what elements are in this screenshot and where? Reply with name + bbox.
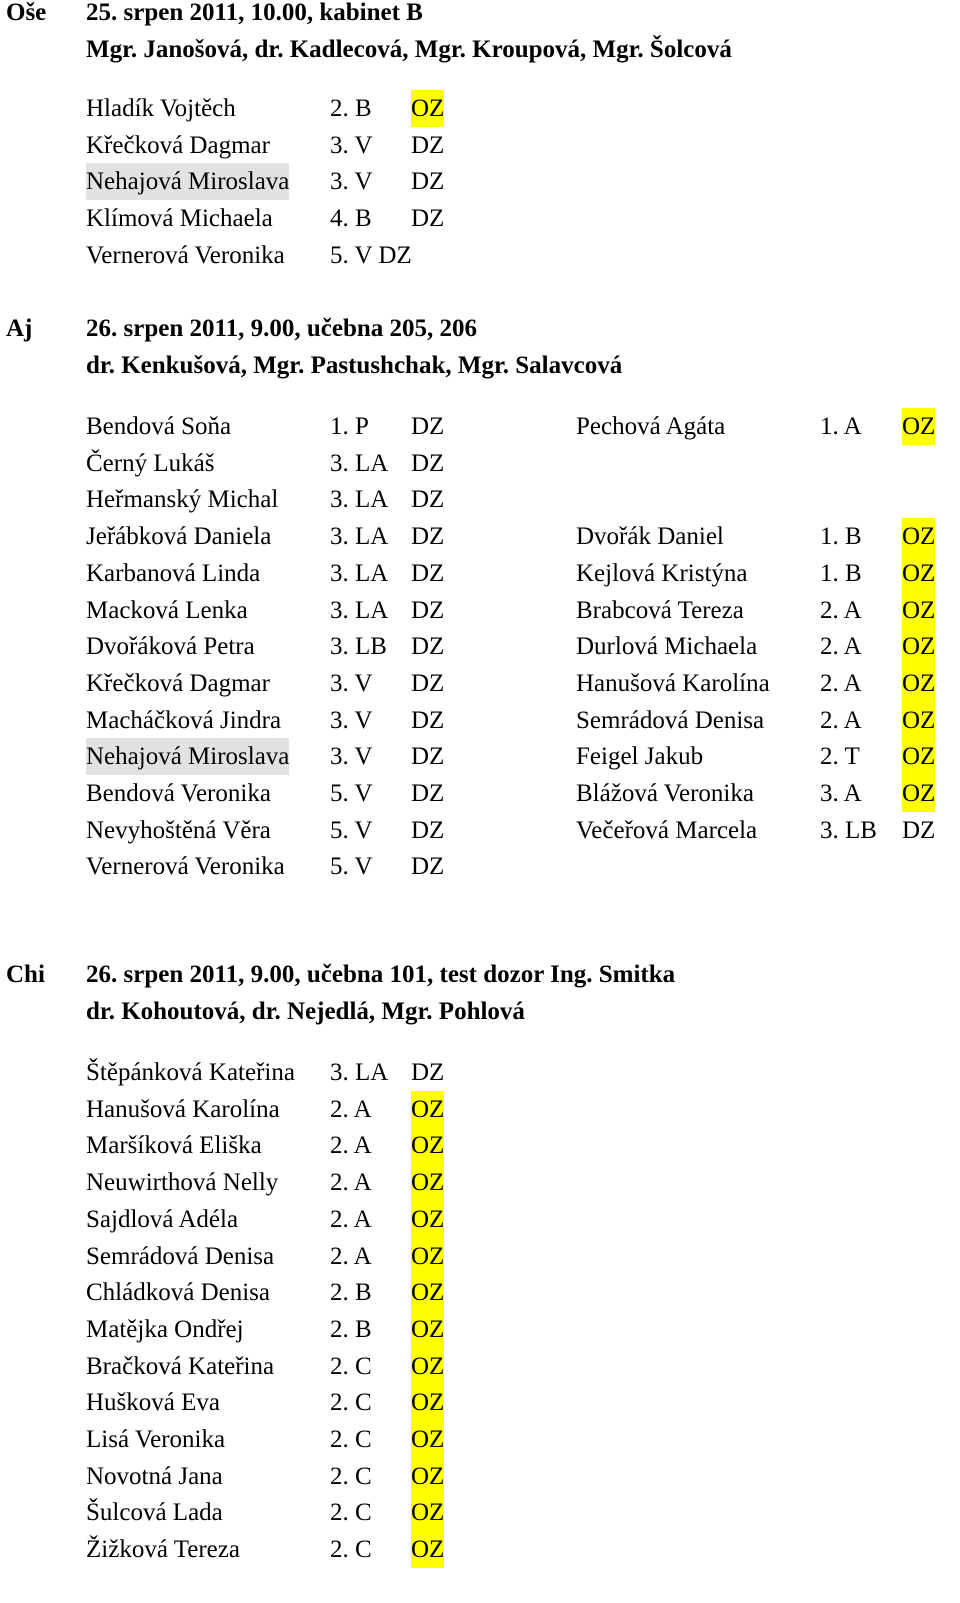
exam-date-room: 26. srpen 2011, 9.00, učebna 205, 206: [86, 315, 478, 342]
student-row: [0, 702, 960, 739]
student-row: [0, 90, 960, 127]
student-name: Hanušová Karolína: [576, 669, 770, 697]
student-row: [0, 445, 960, 482]
student-name: Lisá Veronika: [86, 1426, 226, 1453]
exam-type-badge: DZ: [411, 816, 445, 844]
student-name: Hušková Eva: [86, 1389, 220, 1417]
exam-type-badge: OZ: [411, 1238, 444, 1275]
class-label: 2. C: [330, 1536, 372, 1564]
student-name: Nevyhoštěná Věra: [86, 816, 271, 844]
exam-type-badge: DZ: [411, 486, 445, 514]
exam-type-badge: OZ: [902, 555, 935, 592]
student-row: [0, 1091, 960, 1128]
exam-date-room: 25. srpen 2011, 10.00, kabinet B: [86, 0, 423, 26]
exam-type-badge: OZ: [902, 408, 935, 445]
class-label: 2. C: [330, 1389, 372, 1417]
class-and-type: 5. V DZ: [330, 241, 412, 269]
student-name: Karbanová Linda: [86, 559, 261, 587]
student-name: Bendová Veronika: [86, 780, 271, 807]
class-label: 2. T: [820, 743, 860, 771]
examiners: dr. Kohoutová, dr. Nejedlá, Mgr. Pohlová: [86, 998, 525, 1025]
student-row: [0, 812, 960, 849]
examiners: Mgr. Janošová, dr. Kadlecová, Mgr. Kroupová, Mgr. Šolcová: [86, 36, 732, 63]
class-label: 5. V: [330, 816, 373, 844]
student-name: Durlová Michaela: [576, 633, 758, 661]
student-row: [0, 1164, 960, 1201]
student-name: Křečková Dagmar: [86, 131, 270, 159]
exam-type-badge: OZ: [411, 1127, 444, 1164]
student-row: [0, 665, 960, 702]
class-label: 2. A: [820, 669, 862, 697]
class-label: 2. A: [330, 1132, 372, 1160]
student-name: Feigel Jakub: [576, 743, 704, 771]
student-row: [0, 1458, 960, 1495]
class-label: 1. B: [820, 523, 862, 551]
student-row: [0, 481, 960, 518]
student-row: [0, 1127, 960, 1164]
class-label: 3. LB: [820, 816, 877, 844]
exam-type-badge: OZ: [902, 628, 935, 665]
student-name: Macková Lenka: [86, 596, 248, 624]
student-row: [0, 1238, 960, 1275]
examiners: dr. Kenkušová, Mgr. Pastushchak, Mgr. Salavcová: [86, 352, 623, 379]
exam-type-badge: OZ: [411, 1164, 444, 1201]
class-label: 1. P: [330, 413, 369, 440]
student-name: Nehajová Miroslava: [86, 738, 289, 775]
student-name: Šulcová Lada: [86, 1499, 223, 1527]
exam-type-badge: DZ: [411, 449, 445, 477]
exam-type-badge: OZ: [902, 592, 935, 629]
student-name: Nehajová Miroslava: [86, 163, 289, 200]
class-label: 5. V: [330, 853, 373, 881]
student-name: Vernerová Veronika: [86, 853, 285, 881]
class-label: 3. LA: [330, 559, 389, 587]
exam-type-badge: OZ: [902, 775, 935, 812]
student-name: Dvořák Daniel: [576, 523, 724, 551]
student-name: Novotná Jana: [86, 1462, 223, 1490]
student-name: Hanušová Karolína: [86, 1095, 280, 1123]
class-label: 2. B: [330, 95, 372, 122]
student-name: Žižková Tereza: [86, 1536, 240, 1564]
student-row: [0, 1531, 960, 1568]
class-label: 2. C: [330, 1426, 372, 1453]
exam-type-badge: DZ: [411, 669, 445, 697]
student-name: Hladík Vojtěch: [86, 95, 236, 122]
class-label: 3. V: [330, 669, 373, 697]
student-row: [0, 848, 960, 885]
student-row: [0, 555, 960, 592]
exam-type-badge: DZ: [411, 1059, 445, 1086]
exam-type-badge: OZ: [411, 1348, 444, 1385]
exam-type-badge: DZ: [411, 853, 445, 881]
class-label: 2. C: [330, 1462, 372, 1490]
student-name: Klímová Michaela: [86, 205, 273, 233]
student-row: [0, 1311, 960, 1348]
student-name: Jeřábková Daniela: [86, 523, 272, 551]
class-label: 3. V: [330, 743, 373, 771]
student-name: Kejlová Kristýna: [576, 559, 748, 587]
exam-type-badge: DZ: [411, 168, 445, 196]
exam-type-badge: DZ: [411, 596, 445, 624]
class-label: 1. B: [820, 559, 862, 587]
student-name: Vernerová Veronika: [86, 241, 285, 269]
student-row: [0, 163, 960, 200]
class-label: 5. V: [330, 780, 373, 807]
subject-code: Oše: [6, 0, 47, 26]
student-row: [0, 738, 960, 775]
exam-type-badge: DZ: [411, 633, 445, 661]
student-row: [0, 1274, 960, 1311]
student-name: Bračková Kateřina: [86, 1352, 275, 1380]
class-label: 3. V: [330, 168, 373, 196]
class-label: 3. LA: [330, 486, 389, 514]
class-label: 2. C: [330, 1352, 372, 1380]
exam-date-room: 26. srpen 2011, 9.00, učebna 101, test dozor Ing. Smitka: [86, 961, 676, 988]
exam-type-badge: OZ: [411, 1201, 444, 1238]
student-name: Semrádová Denisa: [576, 706, 765, 734]
exam-type-badge: OZ: [411, 1421, 444, 1458]
student-name: Černý Lukáš: [86, 449, 215, 477]
student-name: Neuwirthová Nelly: [86, 1169, 279, 1197]
class-label: 2. A: [820, 706, 862, 734]
class-label: 3. V: [330, 706, 373, 734]
subject-code: Aj: [6, 315, 33, 342]
student-row: [0, 1494, 960, 1531]
exam-type-badge: DZ: [411, 706, 445, 734]
student-name: Macháčková Jindra: [86, 706, 282, 734]
exam-type-badge: DZ: [411, 413, 445, 440]
exam-type-badge: DZ: [411, 559, 445, 587]
student-name: Matějka Ondřej: [86, 1315, 244, 1343]
exam-type-badge: OZ: [411, 90, 444, 127]
class-label: 3. A: [820, 780, 862, 807]
student-name: Sajdlová Adéla: [86, 1205, 239, 1233]
exam-type-badge: OZ: [902, 738, 935, 775]
exam-type-badge: OZ: [411, 1458, 444, 1495]
student-name: Maršíková Eliška: [86, 1132, 262, 1160]
student-name: Večeřová Marcela: [576, 816, 758, 844]
student-row: [0, 200, 960, 237]
class-label: 3. LB: [330, 633, 387, 661]
class-label: 3. LA: [330, 449, 389, 477]
exam-type-badge: OZ: [411, 1311, 444, 1348]
class-label: 2. A: [820, 633, 862, 661]
student-row: [0, 127, 960, 164]
student-row: [0, 1384, 960, 1421]
student-name: Brabcová Tereza: [576, 596, 744, 624]
student-row: [0, 518, 960, 555]
exam-type-badge: OZ: [411, 1091, 444, 1128]
class-label: 2. A: [330, 1242, 372, 1270]
class-label: 3. LA: [330, 523, 389, 551]
student-row: [0, 592, 960, 629]
student-row: [0, 237, 960, 274]
student-row: [0, 408, 960, 445]
class-label: 2. A: [330, 1095, 372, 1123]
exam-type-badge: DZ: [411, 131, 445, 159]
student-row: [0, 628, 960, 665]
exam-type-badge: OZ: [411, 1274, 444, 1311]
exam-type-badge: OZ: [411, 1384, 444, 1421]
exam-type-badge: OZ: [411, 1531, 444, 1568]
exam-type-badge: OZ: [902, 518, 935, 555]
class-label: 2. C: [330, 1499, 372, 1527]
class-label: 2. A: [820, 596, 862, 624]
class-label: 2. A: [330, 1205, 372, 1233]
student-name: Křečková Dagmar: [86, 669, 270, 697]
student-name: Štěpánková Kateřina: [86, 1059, 295, 1086]
class-label: 2. A: [330, 1169, 372, 1197]
class-label: 2. B: [330, 1315, 372, 1343]
exam-type-badge: DZ: [411, 523, 445, 551]
student-name: Chládková Denisa: [86, 1279, 270, 1307]
class-label: 4. B: [330, 205, 372, 233]
exam-type-badge: OZ: [411, 1494, 444, 1531]
exam-type-badge: DZ: [411, 780, 445, 807]
exam-type-badge: DZ: [411, 205, 445, 233]
class-label: 3. LA: [330, 596, 389, 624]
class-label: 3. LA: [330, 1059, 389, 1086]
student-row: [0, 1421, 960, 1458]
class-label: 1. A: [820, 413, 862, 440]
subject-code: Chi: [6, 961, 45, 988]
student-name: Heřmanský Michal: [86, 486, 279, 514]
student-name: Bendová Soňa: [86, 413, 232, 440]
student-name: Pechová Agáta: [576, 413, 726, 440]
exam-type-badge: DZ: [411, 743, 445, 771]
student-row: [0, 1054, 960, 1091]
student-name: Dvořáková Petra: [86, 633, 255, 661]
student-row: [0, 775, 960, 812]
exam-type-badge: DZ: [902, 816, 936, 844]
student-name: Semrádová Denisa: [86, 1242, 275, 1270]
exam-type-badge: OZ: [902, 665, 935, 702]
class-label: 3. V: [330, 131, 373, 159]
exam-type-badge: OZ: [902, 702, 935, 739]
student-row: [0, 1201, 960, 1238]
class-label: 2. B: [330, 1279, 372, 1307]
student-row: [0, 1348, 960, 1385]
student-name: Blážová Veronika: [576, 780, 754, 807]
